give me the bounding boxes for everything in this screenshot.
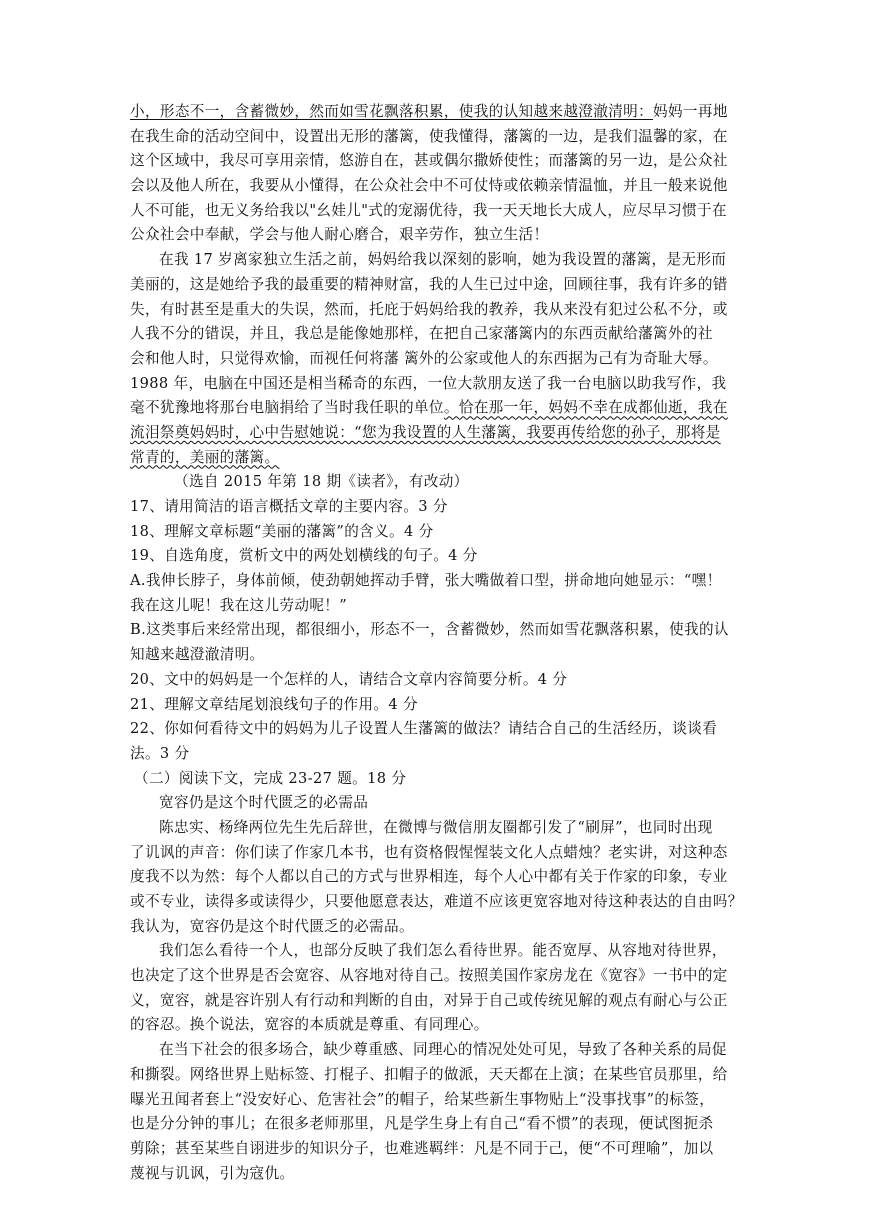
paragraph-line: 蔑视与讥讽，引为寇仇。 — [130, 1164, 295, 1182]
paragraph-line: 也是分分钟的事儿；在很多老师那里，凡是学生身上有自己“看不惯”的表现，便试图扼杀 — [130, 1115, 714, 1133]
question-line: 知越来越澄澈清明。 — [130, 646, 265, 664]
passage-line — [130, 421, 742, 446]
paragraph-line: 度我不以为然：每个人都以自己的方式与世界相连，每个人心中都有关于作家的印象，专业 — [130, 868, 728, 886]
passage-line — [130, 223, 742, 248]
question-list — [130, 495, 742, 767]
passage-line — [130, 372, 742, 397]
question-line: 18、理解文章标题“美丽的藩篱”的含义。4 分 — [130, 522, 434, 540]
question-line: 22、你如何看待文中的妈妈为儿子设置人生藩篱的做法？请结合自己的生活经历，谈谈看 — [130, 720, 718, 738]
text-segment: 美丽的，这是她给予我的最重要的精神财富，我的人生已过中途，回顾往事，我有许多的错 — [130, 275, 728, 293]
wavy-underlined-sentence: 常青的，美丽的藩篱。 — [130, 448, 280, 466]
paragraph-line: 陈忠实、杨绛两位先生先后辞世，在微博与微信朋友圈都引发了“刷屏”，也同时出现 — [159, 818, 713, 836]
underlined-sentence: 小，形态不一，含蓄微妙，然而如雪花飘落积累，使我的认知越来越澄澈清明： — [130, 103, 654, 120]
paragraph-line: 和撕裂。网络世界上贴标签、打棍子、扣帽子的做派，天天都在上演；在某些官员那里，给 — [130, 1065, 728, 1083]
passage-line — [130, 347, 742, 372]
paragraph-line: 也决定了这个世界是否会宽容、从容地对待自己。按照美国作家房龙在《宽容》一书中的定 — [130, 967, 728, 985]
passage-line — [130, 100, 742, 125]
text-segment: 妈妈一再地 — [653, 103, 728, 120]
document-page — [130, 100, 742, 1186]
paragraph-line: 义，宽容，就是容许别人有行动和判断的自由，对异于自己或传统见解的观点有耐心与公正 — [130, 991, 728, 1009]
passage-one — [130, 100, 742, 470]
passage-line — [130, 174, 742, 199]
text-segment: 在我 17 岁离家独立生活之前，妈妈给我以深刻的影响，她为我设置的藩篱，是无形而 — [159, 251, 727, 269]
paragraph-line: 我认为，宽容仍是这个时代匮乏的必需品。 — [130, 917, 414, 935]
text-segment: 人我不分的错误，并且，我总是能像她那样，在把自己家藩篱内的东西贡献给藩篱外的社 — [130, 325, 713, 343]
passage-line — [130, 273, 742, 298]
article-title: 宽容仍是这个时代匮乏的必需品 — [159, 794, 369, 812]
question-line: 20、文中的妈妈是一个怎样的人，请结合文章内容简要分析。4 分 — [130, 670, 568, 688]
text-segment: 失，有时甚至是重大的失误，然而，托庇于妈妈给我的教养，我从来没有犯过公私不分，或 — [130, 300, 728, 318]
source-citation: （选自 2015 年第 18 期《读者》，有改动） — [174, 473, 469, 491]
text-segment: 公众社会中奉献，学会与他人耐心磨合，艰辛劳作，独立生活！ — [130, 226, 549, 244]
paragraph-line: 或不专业，读得多或读得少，只要他愿意表达，难道不应该更宽容地对待这种表达的自由吗？ — [130, 893, 743, 910]
section-two-body — [130, 816, 742, 1186]
passage-line — [130, 396, 742, 421]
paragraph-line: 了讥讽的声音：你们读了作家几本书，也有资格假惺惺装文化人点蜡烛？老实讲，对这种态 — [130, 843, 728, 861]
paragraph-line: 在当下社会的很多场合，缺少尊重感、同理心的情况处处可见，导致了各种关系的局促 — [159, 1041, 727, 1059]
passage-line — [130, 298, 742, 323]
passage-line — [130, 248, 742, 273]
wavy-underlined-sentence: 。恰在那一年，妈妈不幸在成都仙逝，我在 — [443, 399, 728, 417]
question-line: 17、请用简洁的语言概括文章的主要内容。3 分 — [130, 498, 448, 515]
section-two-header: （二）阅读下文，完成 23-27 题。18 分 — [134, 769, 407, 787]
question-line: 19、自选角度，赏析文中的两处划横线的句子。4 分 — [130, 547, 478, 565]
text-segment: 毫不犹豫地将那台电脑捐给了当时我任职的单位 — [130, 399, 444, 417]
question-line: B.这类事后来经常出现，都很细小，形态不一，含蓄微妙，然而如雪花飘落积累，使我的认 — [130, 621, 729, 639]
wavy-underlined-sentence: 流泪祭奠妈妈时，心中告慰她说：“您为我设置的人生藩篱，我要再传给您的孙子，那将是 — [130, 423, 721, 441]
question-line: 21、理解文章结尾划浪线句子的作用。4 分 — [130, 695, 418, 713]
text-segment: 会以及他人所在，我要从小懂得，在公众社会中不可仗恃或依赖亲情温恤，并且一般来说他 — [130, 177, 728, 195]
text-segment: 这个区域中，我尽可享用亲情，悠游自在，甚或偶尔撒娇使性；而藩篱的另一边，是公众社 — [130, 152, 728, 170]
paragraph-line: 曝光丑闻者套上“没安好心、危害社会”的帽子，给某些新生事物贴上“没事找事”的标签， — [130, 1090, 715, 1108]
paragraph-line: 剪除；甚至某些自诩进步的知识分子，也难逃羁绊：凡是不同于己，便“不可理喻”，加以 — [130, 1139, 714, 1157]
question-line: 法。3 分 — [130, 744, 190, 762]
passage-line — [130, 125, 742, 150]
text-segment: 会和他人时，只觉得欢愉，而视任何将藩 篱外的公家或他人的东西据为己有为奇耻大辱。 — [130, 349, 718, 367]
paragraph-line: 我们怎么看待一个人，也部分反映了我们怎么看待世界。能否宽厚、从容地对待世界， — [159, 942, 727, 960]
passage-line — [130, 149, 742, 174]
paragraph-line: 的容忍。换个说法，宽容的本质就是尊重、有同理心。 — [130, 1016, 489, 1034]
question-line: A.我伸长脖子，身体前倾，使劲朝她挥动手臂，张大嘴做着口型，拼命地向她显示：“嘿！ — [130, 572, 722, 590]
text-segment: 在我生命的活动空间中，设置出无形的藩篱，使我懂得，藩篱的一边，是我们温馨的家，在 — [130, 127, 728, 145]
question-line: 我在这儿呢！我在这儿劳动呢！” — [130, 596, 348, 614]
passage-line — [130, 446, 742, 471]
passage-line — [130, 199, 742, 224]
text-segment: 人不可能，也无义务给我以"幺娃儿"式的宠溺优待，我一天天地长大成人，应尽早习惯于在 — [130, 201, 727, 219]
passage-line — [130, 322, 742, 347]
text-segment: 1988 年，电脑在中国还是相当稀奇的东西，一位大款朋友送了我一台电脑以助我写作，我 — [130, 374, 727, 392]
